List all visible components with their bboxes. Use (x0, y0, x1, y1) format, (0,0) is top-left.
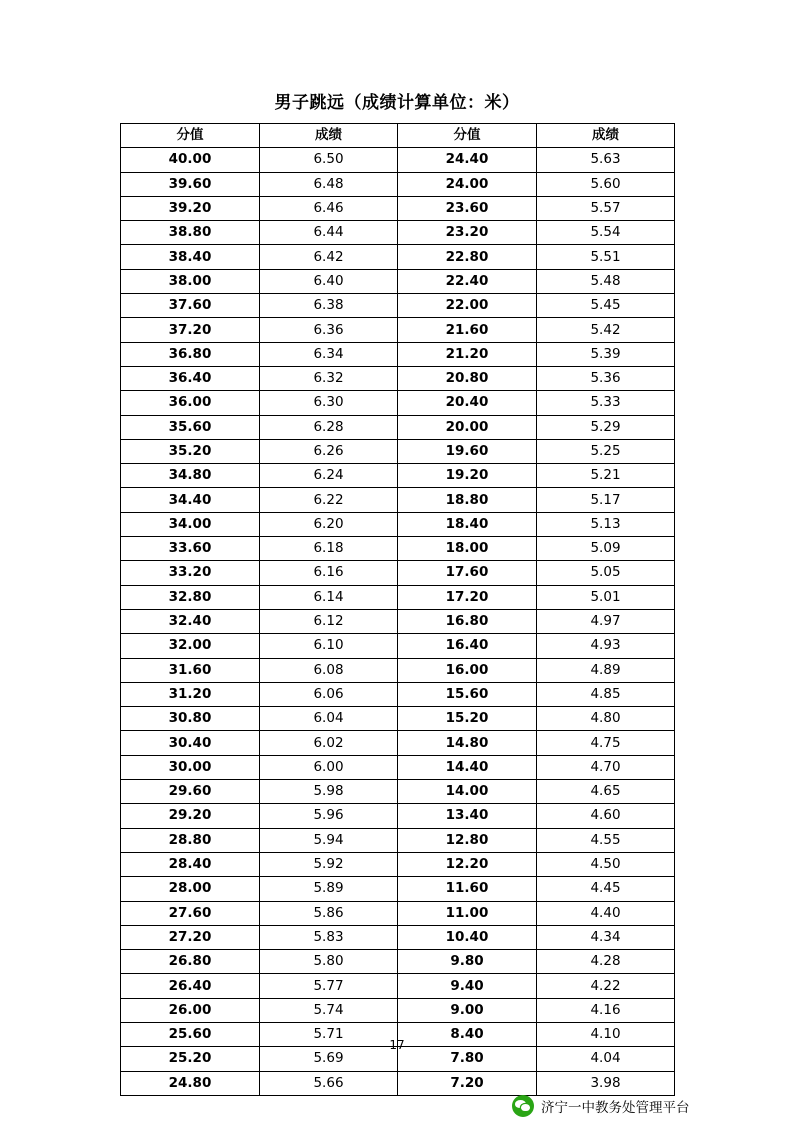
cell-value: 15.60 (398, 682, 537, 706)
cell-score: 5.42 (537, 318, 675, 342)
table-row (121, 950, 675, 974)
cell-score: 5.74 (260, 998, 398, 1022)
cell-score: 6.24 (260, 464, 398, 488)
cell-value: 40.00 (121, 148, 260, 172)
footer-badge-label: 济宁一中教务处管理平台 (541, 1100, 690, 1116)
wechat-icon (512, 1095, 534, 1117)
column-header-value-right: 分值 (398, 124, 537, 148)
table-row (121, 221, 675, 245)
cell-score: 4.93 (537, 634, 675, 658)
cell-score: 5.21 (537, 464, 675, 488)
cell-score: 5.33 (537, 391, 675, 415)
cell-score: 6.08 (260, 658, 398, 682)
cell-score: 5.01 (537, 585, 675, 609)
cell-score: 4.16 (537, 998, 675, 1022)
cell-value: 7.20 (398, 1071, 537, 1095)
cell-value: 26.00 (121, 998, 260, 1022)
cell-value: 23.60 (398, 196, 537, 220)
cell-score: 4.22 (537, 974, 675, 998)
cell-score: 5.25 (537, 439, 675, 463)
cell-value: 28.80 (121, 828, 260, 852)
cell-value: 33.60 (121, 537, 260, 561)
cell-value: 14.40 (398, 755, 537, 779)
table-row (121, 755, 675, 779)
table-row (121, 439, 675, 463)
table-row (121, 148, 675, 172)
cell-value: 16.40 (398, 634, 537, 658)
cell-score: 6.30 (260, 391, 398, 415)
table-row (121, 998, 675, 1022)
cell-value: 20.40 (398, 391, 537, 415)
cell-value: 32.40 (121, 609, 260, 633)
cell-score: 6.00 (260, 755, 398, 779)
cell-score: 6.12 (260, 609, 398, 633)
cell-score: 6.44 (260, 221, 398, 245)
cell-score: 6.46 (260, 196, 398, 220)
table-row (121, 585, 675, 609)
table-row (121, 828, 675, 852)
cell-score: 4.10 (537, 1022, 675, 1046)
cell-value: 31.60 (121, 658, 260, 682)
cell-value: 24.40 (398, 148, 537, 172)
cell-value: 15.20 (398, 707, 537, 731)
cell-score: 6.32 (260, 366, 398, 390)
page-number: 17 (389, 1038, 405, 1052)
cell-value: 29.20 (121, 804, 260, 828)
table-row (121, 294, 675, 318)
cell-score: 5.17 (537, 488, 675, 512)
cell-value: 31.20 (121, 682, 260, 706)
table-row (121, 391, 675, 415)
cell-value: 36.40 (121, 366, 260, 390)
table-row (121, 561, 675, 585)
table-row (121, 901, 675, 925)
score-table (120, 123, 675, 1096)
cell-score: 5.69 (260, 1047, 398, 1071)
cell-score: 5.05 (537, 561, 675, 585)
table-row (121, 609, 675, 633)
table-row (121, 366, 675, 390)
cell-value: 30.40 (121, 731, 260, 755)
table-row (121, 634, 675, 658)
table-row (121, 877, 675, 901)
table-row (121, 780, 675, 804)
cell-score: 5.57 (537, 196, 675, 220)
cell-score: 6.06 (260, 682, 398, 706)
cell-value: 11.60 (398, 877, 537, 901)
cell-value: 37.60 (121, 294, 260, 318)
cell-score: 4.75 (537, 731, 675, 755)
cell-score: 5.96 (260, 804, 398, 828)
cell-value: 26.80 (121, 950, 260, 974)
cell-score: 5.60 (537, 172, 675, 196)
table-row (121, 342, 675, 366)
table-row (121, 925, 675, 949)
cell-score: 5.45 (537, 294, 675, 318)
cell-score: 4.55 (537, 828, 675, 852)
table-row (121, 172, 675, 196)
table-row (121, 804, 675, 828)
cell-value: 21.20 (398, 342, 537, 366)
cell-value: 22.80 (398, 245, 537, 269)
column-header-score-left: 成绩 (260, 124, 398, 148)
cell-score: 4.89 (537, 658, 675, 682)
cell-value: 19.20 (398, 464, 537, 488)
cell-score: 5.86 (260, 901, 398, 925)
cell-score: 6.48 (260, 172, 398, 196)
cell-score: 6.36 (260, 318, 398, 342)
table-row (121, 196, 675, 220)
cell-value: 34.00 (121, 512, 260, 536)
cell-score: 6.10 (260, 634, 398, 658)
cell-value: 21.60 (398, 318, 537, 342)
cell-score: 4.28 (537, 950, 675, 974)
cell-score: 6.40 (260, 269, 398, 293)
footer-badge (512, 1095, 690, 1117)
cell-score: 6.16 (260, 561, 398, 585)
cell-value: 18.00 (398, 537, 537, 561)
cell-value: 29.60 (121, 780, 260, 804)
cell-value: 25.60 (121, 1022, 260, 1046)
cell-score: 4.40 (537, 901, 675, 925)
cell-value: 19.60 (398, 439, 537, 463)
score-table-container (120, 123, 674, 1096)
table-row (121, 245, 675, 269)
cell-score: 6.28 (260, 415, 398, 439)
cell-value: 36.80 (121, 342, 260, 366)
table-row (121, 682, 675, 706)
table-row (121, 415, 675, 439)
cell-value: 32.80 (121, 585, 260, 609)
cell-score: 5.48 (537, 269, 675, 293)
cell-score: 4.50 (537, 852, 675, 876)
cell-score: 5.77 (260, 974, 398, 998)
table-row (121, 852, 675, 876)
cell-score: 6.04 (260, 707, 398, 731)
cell-score: 5.36 (537, 366, 675, 390)
cell-value: 9.00 (398, 998, 537, 1022)
cell-score: 4.60 (537, 804, 675, 828)
cell-value: 35.20 (121, 439, 260, 463)
cell-score: 5.66 (260, 1071, 398, 1095)
cell-score: 5.51 (537, 245, 675, 269)
cell-score: 4.80 (537, 707, 675, 731)
cell-value: 24.80 (121, 1071, 260, 1095)
table-row (121, 269, 675, 293)
table-row (121, 512, 675, 536)
cell-value: 25.20 (121, 1047, 260, 1071)
table-body (121, 148, 675, 1096)
cell-value: 36.00 (121, 391, 260, 415)
table-row (121, 488, 675, 512)
cell-score: 6.18 (260, 537, 398, 561)
cell-value: 14.00 (398, 780, 537, 804)
cell-value: 16.80 (398, 609, 537, 633)
cell-score: 6.02 (260, 731, 398, 755)
cell-score: 5.92 (260, 852, 398, 876)
cell-value: 13.40 (398, 804, 537, 828)
cell-score: 5.63 (537, 148, 675, 172)
table-row (121, 318, 675, 342)
cell-value: 35.60 (121, 415, 260, 439)
cell-score: 6.22 (260, 488, 398, 512)
cell-value: 10.40 (398, 925, 537, 949)
cell-value: 16.00 (398, 658, 537, 682)
cell-score: 6.20 (260, 512, 398, 536)
cell-value: 8.40 (398, 1022, 537, 1046)
table-row (121, 974, 675, 998)
cell-value: 9.80 (398, 950, 537, 974)
cell-value: 27.20 (121, 925, 260, 949)
cell-score: 6.14 (260, 585, 398, 609)
cell-value: 12.20 (398, 852, 537, 876)
cell-score: 5.54 (537, 221, 675, 245)
cell-value: 24.00 (398, 172, 537, 196)
cell-score: 6.42 (260, 245, 398, 269)
cell-score: 6.34 (260, 342, 398, 366)
cell-value: 34.80 (121, 464, 260, 488)
cell-score: 5.89 (260, 877, 398, 901)
cell-score: 5.98 (260, 780, 398, 804)
cell-value: 20.00 (398, 415, 537, 439)
cell-value: 7.80 (398, 1047, 537, 1071)
cell-value: 22.00 (398, 294, 537, 318)
cell-value: 17.60 (398, 561, 537, 585)
cell-score: 4.85 (537, 682, 675, 706)
cell-value: 20.80 (398, 366, 537, 390)
column-header-score-right: 成绩 (537, 124, 675, 148)
cell-value: 11.00 (398, 901, 537, 925)
cell-value: 26.40 (121, 974, 260, 998)
table-header-row (121, 124, 675, 148)
table-row (121, 464, 675, 488)
table-row (121, 537, 675, 561)
cell-score: 6.38 (260, 294, 398, 318)
cell-score: 4.04 (537, 1047, 675, 1071)
cell-value: 28.40 (121, 852, 260, 876)
cell-value: 39.20 (121, 196, 260, 220)
cell-score: 5.39 (537, 342, 675, 366)
cell-value: 38.00 (121, 269, 260, 293)
cell-value: 37.20 (121, 318, 260, 342)
cell-value: 38.40 (121, 245, 260, 269)
table-row (121, 1071, 675, 1095)
cell-score: 5.80 (260, 950, 398, 974)
cell-score: 4.34 (537, 925, 675, 949)
cell-value: 39.60 (121, 172, 260, 196)
cell-value: 38.80 (121, 221, 260, 245)
cell-score: 4.70 (537, 755, 675, 779)
cell-score: 6.26 (260, 439, 398, 463)
cell-score: 4.97 (537, 609, 675, 633)
cell-value: 12.80 (398, 828, 537, 852)
cell-score: 4.65 (537, 780, 675, 804)
cell-value: 14.80 (398, 731, 537, 755)
cell-score: 5.29 (537, 415, 675, 439)
cell-score: 5.94 (260, 828, 398, 852)
cell-value: 27.60 (121, 901, 260, 925)
cell-score: 4.45 (537, 877, 675, 901)
cell-score: 5.13 (537, 512, 675, 536)
cell-value: 18.40 (398, 512, 537, 536)
cell-value: 22.40 (398, 269, 537, 293)
cell-score: 3.98 (537, 1071, 675, 1095)
cell-value: 34.40 (121, 488, 260, 512)
cell-value: 23.20 (398, 221, 537, 245)
cell-value: 18.80 (398, 488, 537, 512)
page-title: 男子跳远（成绩计算单位：米） (274, 93, 520, 113)
table-row (121, 731, 675, 755)
column-header-value-left: 分值 (121, 124, 260, 148)
cell-score: 5.71 (260, 1022, 398, 1046)
cell-score: 5.83 (260, 925, 398, 949)
table-row (121, 658, 675, 682)
table-row (121, 707, 675, 731)
cell-value: 30.80 (121, 707, 260, 731)
cell-value: 33.20 (121, 561, 260, 585)
cell-value: 32.00 (121, 634, 260, 658)
cell-value: 17.20 (398, 585, 537, 609)
cell-value: 30.00 (121, 755, 260, 779)
cell-score: 6.50 (260, 148, 398, 172)
cell-value: 9.40 (398, 974, 537, 998)
cell-score: 5.09 (537, 537, 675, 561)
cell-value: 28.00 (121, 877, 260, 901)
